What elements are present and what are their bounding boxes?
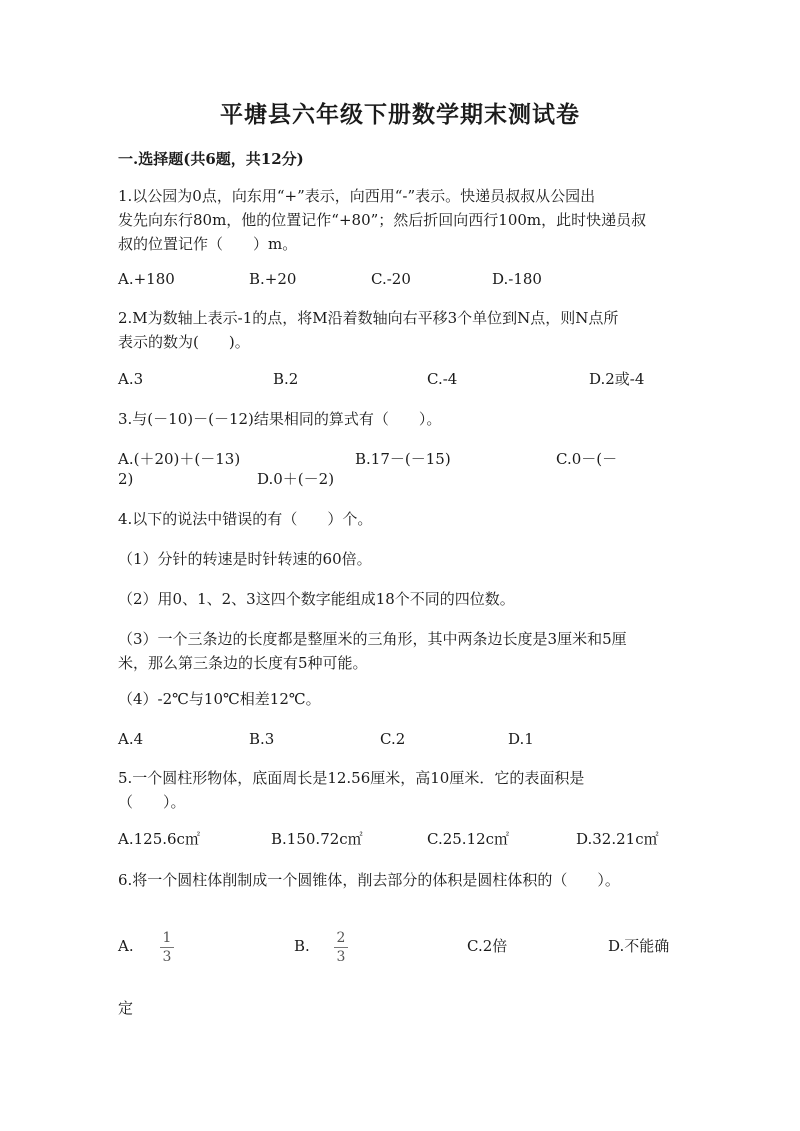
question-4-statement-3-line-1: （3）一个三条边的长度都是整厘米的三角形，其中两条边长度是3厘米和5厘 — [118, 630, 627, 648]
question-1-line-1: 1.以公园为0点，向东用“+”表示，向西用“-”表示。快递员叔叔从公园出 — [118, 187, 596, 205]
question-3-text — [118, 407, 678, 431]
question-2-line-2: 表示的数为( )。 — [118, 333, 250, 351]
question-5-line-2: （ ）。 — [118, 793, 186, 811]
question-2-option-a: A.3 — [118, 370, 144, 388]
question-1-option-c: C.-20 — [371, 270, 411, 288]
question-3-option-c: C.0－(－ — [556, 450, 618, 468]
question-4-option-d: D.1 — [508, 730, 534, 748]
question-3-option-c-wrap: 2) — [118, 470, 134, 488]
question-4-option-b: B.3 — [249, 730, 275, 748]
question-4-option-a: A.4 — [118, 730, 144, 748]
section-heading: 一.选择题(共6题，共12分) — [118, 150, 304, 168]
fraction-bar — [160, 947, 174, 948]
question-2-option-c: C.-4 — [427, 370, 458, 388]
question-6-option-a-label: A. — [118, 937, 134, 955]
question-3-option-a: A.(＋20)＋(－13) — [118, 450, 241, 468]
question-4-statement-3-line-2: 米，那么第三条边的长度有5种可能。 — [118, 654, 368, 672]
question-6-option-c: C.2倍 — [467, 937, 508, 955]
question-4-statement-2: （2）用0、1、2、3这四个数字能组成18个不同的四位数。 — [118, 590, 515, 608]
question-5-text — [118, 766, 678, 814]
fraction-bar — [334, 947, 348, 948]
question-4-statement-3 — [118, 627, 678, 675]
question-2-option-b: B.2 — [273, 370, 299, 388]
question-5-option-c: C.25.12c㎡ — [427, 830, 510, 848]
question-6-option-b-fraction — [332, 930, 350, 965]
question-2-option-d: D.2或-4 — [589, 370, 645, 388]
question-6-option-d: D.不能确 — [608, 937, 670, 955]
page-title: 平塘县六年级下册数学期末测试卷 — [220, 101, 580, 128]
question-4-statement-1: （1）分针的转速是时针转速的60倍。 — [118, 550, 372, 568]
question-1-option-a: A.+180 — [118, 270, 175, 288]
question-6-option-a-fraction — [158, 930, 176, 965]
question-4-option-c: C.2 — [380, 730, 406, 748]
question-6-option-b-label: B. — [294, 937, 310, 955]
question-3-line-1: 3.与(－10)－(－12)结果相同的算式有（ ）。 — [118, 410, 442, 428]
question-4-text: 4.以下的说法中错误的有（ ）个。 — [118, 510, 373, 528]
question-1-option-d: D.-180 — [492, 270, 542, 288]
question-1-line-3: 叔的位置记作（ ）m。 — [118, 235, 298, 253]
question-1-option-b: B.+20 — [249, 270, 297, 288]
fraction-denominator: 3 — [162, 949, 172, 965]
question-6-text: 6.将一个圆柱体削制成一个圆锥体，削去部分的体积是圆柱体积的（ ）。 — [118, 871, 620, 889]
fraction-denominator: 3 — [336, 949, 346, 965]
question-1-line-2: 发先向东行80m，他的位置记作“+80”；然后折回向西行100m，此时快递员叔 — [118, 211, 647, 229]
question-1-text — [118, 184, 678, 256]
question-3-option-d: D.0＋(－2) — [257, 470, 335, 488]
question-6-option-d-wrap: 定 — [118, 999, 134, 1017]
fraction-numerator: 2 — [336, 930, 346, 946]
question-2-line-1: 2.M为数轴上表示-1的点，将M沿着数轴向右平移3个单位到N点，则N点所 — [118, 309, 619, 327]
question-3-option-b: B.17－(－15) — [355, 450, 451, 468]
question-5-option-b: B.150.72c㎡ — [271, 830, 363, 848]
question-2-text — [118, 306, 678, 354]
question-4-statement-4: （4）-2℃与10℃相差12℃。 — [118, 690, 321, 708]
question-5-line-1: 5.一个圆柱形物体，底面周长是12.56厘米，高10厘米．它的表面积是 — [118, 769, 585, 787]
fraction-numerator: 1 — [162, 930, 172, 946]
question-5-option-a: A.125.6c㎡ — [118, 830, 200, 848]
question-5-option-d: D.32.21c㎡ — [576, 830, 659, 848]
